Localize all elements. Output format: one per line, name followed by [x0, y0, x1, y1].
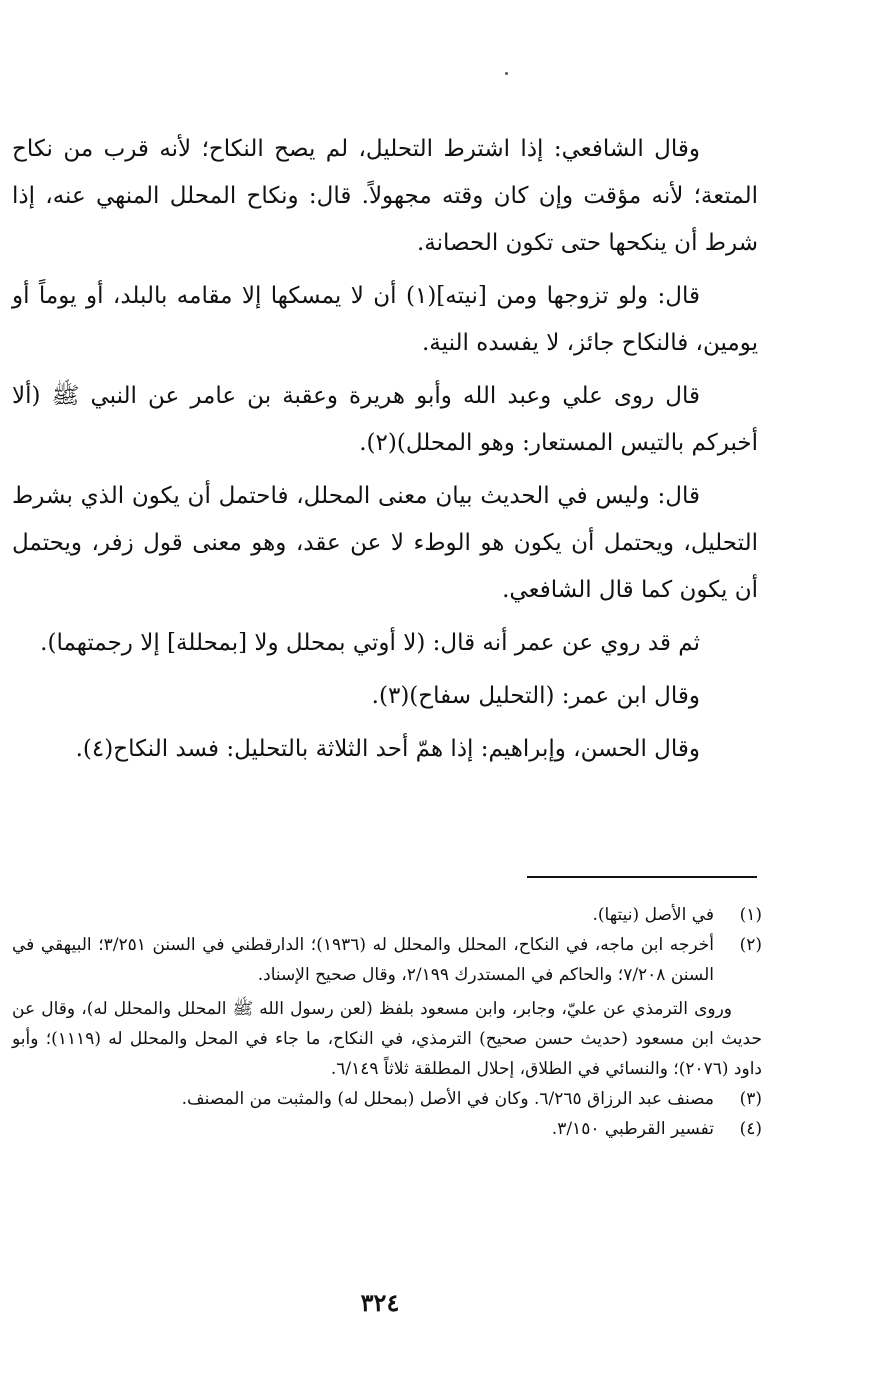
footnote-text: في الأصل (نيتها).: [592, 905, 714, 925]
main-text: [12, 126, 758, 779]
footnote-text: تفسير القرطبي ٣/١٥٠.: [551, 1119, 714, 1139]
footnote-2-continuation: وروى الترمذي عن عليّ، وجابر، وابن مسعود بلفظ (لعن رسول الله ﷺ المحلل والمحلل له)، وقال عن حديث ابن مسعود (حديث حسن صحيح) الترمذي، في النكاح، ما جاء في المحل والمحلل له (١١١٩)؛ وأبو داود (٢٠٧٦)؛ والنسائي في الطلاق، إحلال المطلقة ثلاثاً ٦/١٤٩.: [12, 999, 762, 1079]
footnote-text: أخرجه ابن ماجه، في النكاح، المحلل والمحلل له (١٩٣٦)؛ الدارقطني في السنن ٣/٢٥١؛ البيهقي في السنن ٧/٢٠٨؛ والحاكم في المستدرك ٢/١٩٩، وقال صحيح الإسناد.: [12, 935, 715, 985]
paragraph-4: قال: وليس في الحديث بيان معنى المحلل، فاحتمل أن يكون الذي بشرط التحليل، ويحتمل أن يكون هو الوطء لا عن عقد، وهو معنى قول زفر، ويحتمل أن يكون كما قال الشافعي.: [12, 483, 758, 603]
paragraph-1: وقال الشافعي: إذا اشترط التحليل، لم يصح النكاح؛ لأنه قرب من نكاح المتعة؛ لأنه مؤقت وإن كان وقته مجهولاً. قال: ونكاح المحلل المنهي عنه، إذا شرط أن ينكحها حتى تكون الحصانة.: [12, 136, 758, 256]
print-speck: [505, 72, 508, 75]
paragraph-3: قال روى علي وعبد الله وأبو هريرة وعقبة بن عامر عن النبي ﷺ (ألا أخبركم بالتيس المستعار: وهو المحلل)(٢).: [12, 383, 758, 456]
footnote-number: (٢): [739, 935, 762, 955]
footnote-4: [12, 1114, 762, 1144]
footnote-3: [12, 1084, 762, 1114]
footnote-text: مصنف عبد الرزاق ٦/٢٦٥. وكان في الأصل (بمحلل له) والمثبت من المصنف.: [181, 1089, 714, 1109]
paragraph-7: وقال الحسن، وإبراهيم: إذا همّ أحد الثلاثة بالتحليل: فسد النكاح(٤).: [75, 736, 700, 762]
footnote-1: [12, 900, 762, 930]
paragraph-2: قال: ولو تزوجها ومن [نيته](١) أن لا يمسكها إلا مقامه بالبلد، أو يوماً أو يومين، فالنكاح جائز، لا يفسده النية.: [12, 283, 758, 356]
footnote-number: (٣): [739, 1089, 762, 1109]
footnote-number: (١): [739, 905, 762, 925]
paragraph-5: ثم قد روي عن عمر أنه قال: (لا أوتي بمحلل ولا [بمحللة] إلا رجمتهما).: [40, 630, 700, 656]
footnote-separator: [527, 876, 757, 878]
paragraph-6: وقال ابن عمر: (التحليل سفاح)(٣).: [371, 683, 700, 709]
footnote-number: (٤): [739, 1119, 762, 1139]
footnotes: [12, 900, 762, 1144]
page-number: ٣٢٤: [360, 1288, 400, 1317]
footnote-2: [12, 930, 762, 990]
